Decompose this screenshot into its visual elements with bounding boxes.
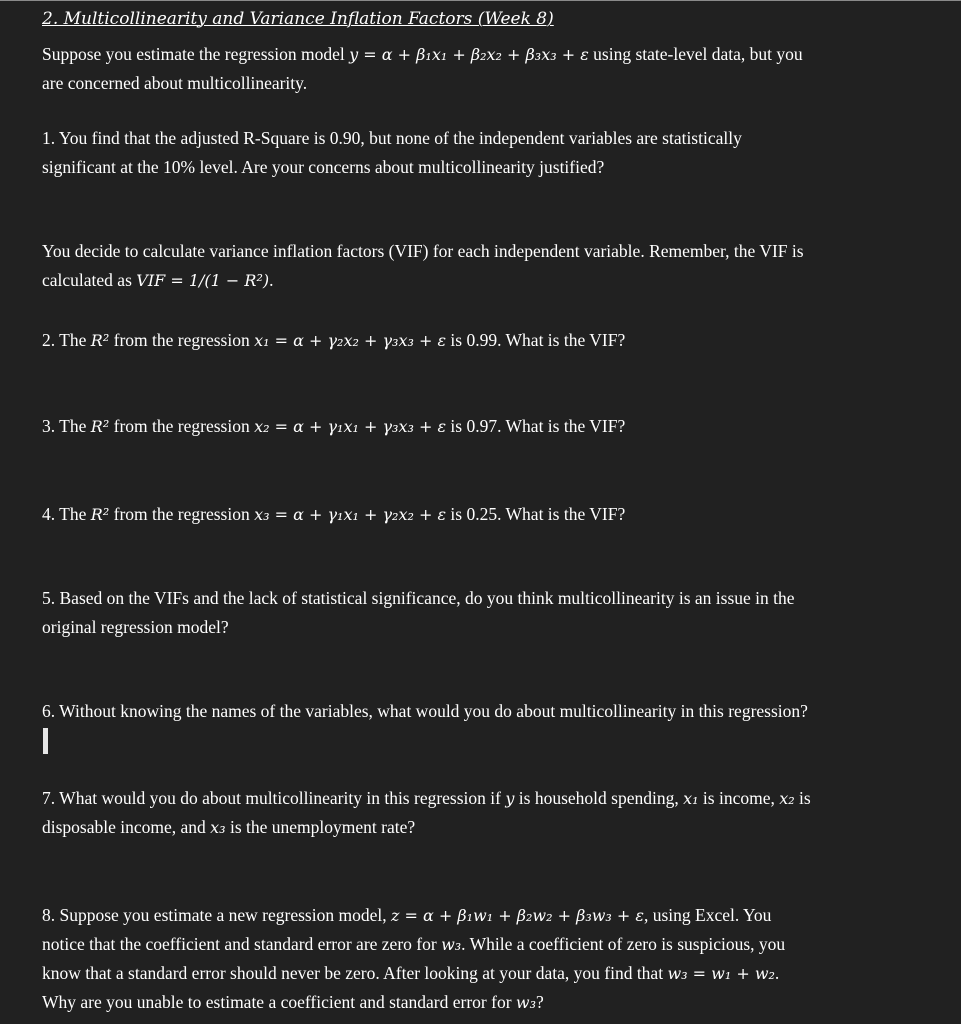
q7-text-a: 7. What would you do about multicollinearity in this regression if: [42, 788, 506, 808]
intro-text-cont: using state-level data, but you: [588, 44, 803, 64]
q7-line2-b: is the unemployment rate?: [225, 817, 416, 837]
q2-text-b: from the regression: [109, 330, 255, 350]
q8-l2-a: notice that the coefficient and standard error are zero for: [42, 934, 442, 954]
intro-text-line2: are concerned about multicollinearity.: [42, 73, 308, 93]
q8-l4-b: ?: [536, 992, 544, 1012]
q7-var-x1: x₁: [683, 789, 699, 808]
q3-text-b: from the regression: [109, 416, 255, 436]
vif-intro-period: .: [269, 270, 274, 290]
vif-formula: VIF = 1/(1 − R²): [136, 271, 270, 290]
regression-equation: y = α + β₁x₁ + β₂x₂ + β₃x₃ + ε: [349, 45, 589, 64]
q7-var-y: y: [505, 789, 515, 808]
vif-intro-paragraph: [42, 237, 961, 295]
q8-identity-equation: w₃ = w₁ + w₂: [667, 964, 775, 983]
q2-text-a: 2. The: [42, 330, 91, 350]
question-6: [42, 697, 961, 726]
q2-r-squared: R²: [90, 331, 110, 350]
q2-text-c: is 0.99. What is the VIF?: [446, 330, 626, 350]
q8-l1-b: , using Excel. You: [644, 905, 772, 925]
question-5: [42, 584, 961, 642]
q3-r-squared: R²: [90, 417, 110, 436]
intro-paragraph: [42, 40, 961, 98]
q4-text-a: 4. The: [42, 504, 91, 524]
q8-l3-b: .: [774, 963, 780, 983]
q8-var-w3: w₃: [441, 935, 462, 954]
question-1-line1: 1. You find that the adjusted R-Square is 0.90, but none of the independent variables are statistically: [42, 128, 742, 148]
q8-var-w3-2: w₃: [515, 993, 537, 1012]
q4-text-b: from the regression: [109, 504, 255, 524]
intro-text: Suppose you estimate the regression model: [42, 44, 350, 64]
q3-equation: x₂ = α + γ₁x₁ + γ₃x₃ + ε: [254, 417, 447, 436]
q8-l4-a: Why are you unable to estimate a coefficient and standard error for: [42, 992, 516, 1012]
question-5-line2: original regression model?: [42, 617, 229, 637]
q4-r-squared: R²: [90, 505, 110, 524]
q3-text-c: is 0.97. What is the VIF?: [446, 416, 626, 436]
q8-l2-b: . While a coefficient of zero is suspicious, you: [461, 934, 786, 954]
q4-text-c: is 0.25. What is the VIF?: [446, 504, 626, 524]
question-1-line2: significant at the 10% level. Are your concerns about multicollinearity justified?: [42, 157, 605, 177]
q7-text-d: is: [794, 788, 811, 808]
q7-text-c: is income,: [698, 788, 780, 808]
question-6-line1: 6. Without knowing the names of the variables, what would you do about multicollinearity in this regression?: [42, 701, 808, 721]
q2-equation: x₁ = α + γ₂x₂ + γ₃x₃ + ε: [254, 331, 447, 350]
q8-l3-a: know that a standard error should never be zero. After looking at your data, you find that: [42, 963, 668, 983]
text-cursor[interactable]: [43, 728, 48, 754]
vif-intro-line1: You decide to calculate variance inflation factors (VIF) for each independent variable. Remember, the VIF is: [42, 241, 804, 261]
question-4: [42, 500, 961, 529]
question-1: [42, 124, 961, 182]
question-7: [42, 784, 961, 842]
q7-text-b: is household spending,: [514, 788, 684, 808]
q4-equation: x₃ = α + γ₁x₁ + γ₂x₂ + ε: [254, 505, 447, 524]
question-2: [42, 326, 961, 355]
q7-var-x3: x₃: [210, 818, 226, 837]
q7-var-x2: x₂: [779, 789, 795, 808]
q7-line2-a: disposable income, and: [42, 817, 211, 837]
q8-l1-a: 8. Suppose you estimate a new regression model,: [42, 905, 391, 925]
top-divider: [0, 0, 961, 1]
question-5-line1: 5. Based on the VIFs and the lack of statistical significance, do you think multicollinearity is an issue in the: [42, 588, 795, 608]
question-3: [42, 412, 961, 441]
q3-text-a: 3. The: [42, 416, 91, 436]
vif-intro-text: calculated as: [42, 270, 137, 290]
q8-equation: z = α + β₁w₁ + β₂w₂ + β₃w₃ + ε: [390, 906, 644, 925]
question-8: [42, 901, 961, 1017]
section-heading: 2. Multicollinearity and Variance Inflation Factors (Week 8): [42, 9, 554, 29]
